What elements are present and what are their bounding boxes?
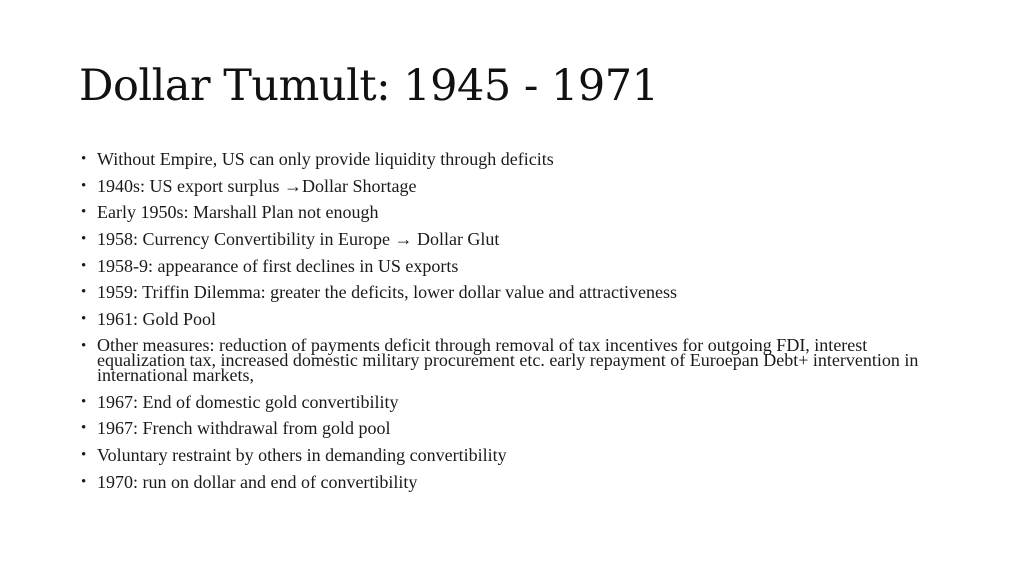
bullet-item: • Voluntary restraint by others in demanding convertibility	[81, 447, 941, 463]
bullet-item: • 1958-9: appearance of first declines in US exports	[81, 258, 941, 274]
bullet-item: • 1940s: US export surplus →Dollar Shortage	[81, 178, 941, 194]
bullet-item: • Without Empire, US can only provide liquidity through deficits	[81, 151, 941, 167]
bullet-item: • 1967: End of domestic gold convertibility	[81, 394, 941, 410]
bullet-item: • 1967: French withdrawal from gold pool	[81, 420, 941, 436]
bullet-item: • Early 1950s: Marshall Plan not enough	[81, 204, 941, 220]
slide-title: Dollar Tumult: 1945 - 1971	[79, 61, 659, 111]
bullet-item: • 1958: Currency Convertibility in Europe → Dollar Glut	[81, 231, 941, 247]
bullet-list	[81, 151, 941, 500]
bullet-item: • 1961: Gold Pool	[81, 311, 941, 327]
bullet-item: • 1970: run on dollar and end of convertibility	[81, 474, 941, 490]
bullet-item: • 1959: Triffin Dilemma: greater the deficits, lower dollar value and attractiveness	[81, 284, 941, 300]
bullet-item: • Other measures: reduction of payments deficit through removal of tax incentives for outgoing FDI, interest equalization tax, increased domestic military procurement etc. early repayment of Euroepan Debt+ intervention in international markets,	[81, 338, 941, 383]
